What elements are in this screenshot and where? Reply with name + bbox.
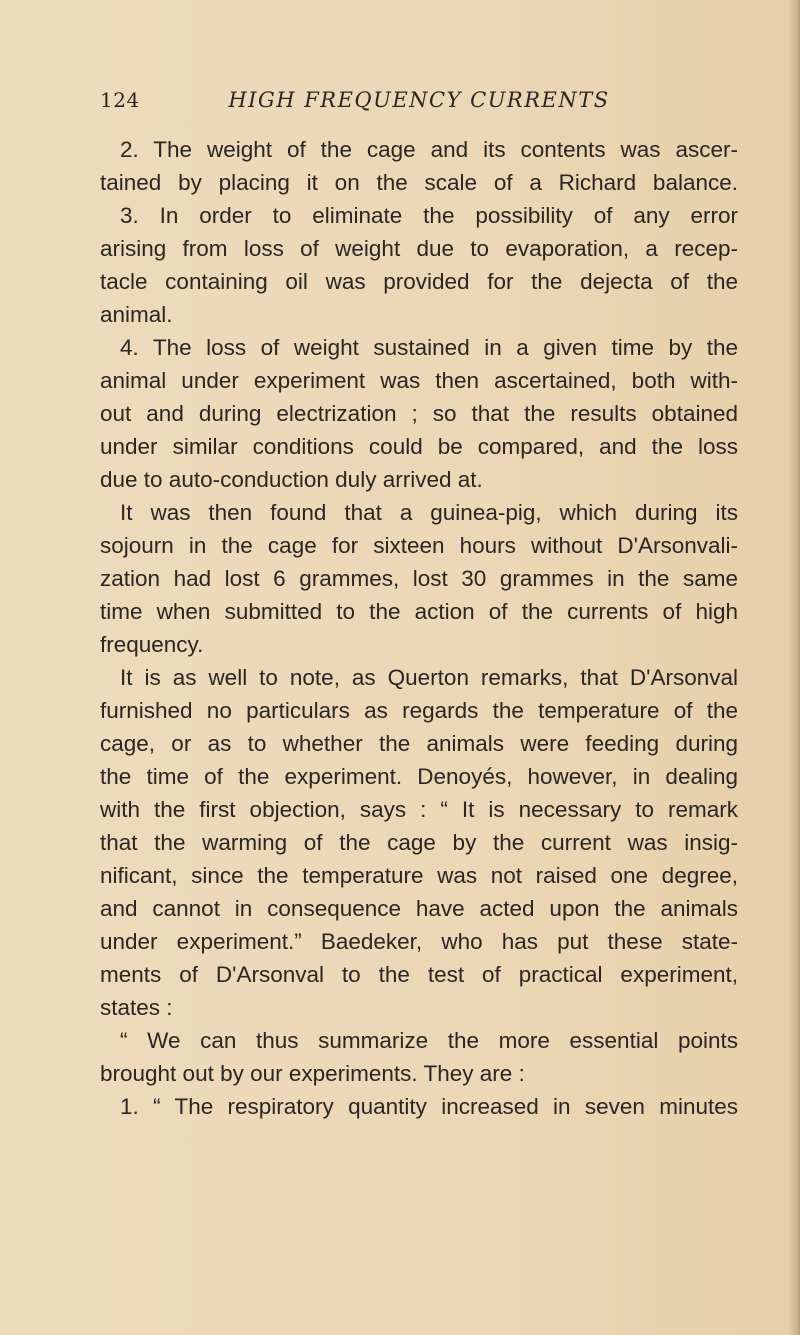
text-line: tained by placing it on the scale of a Richard balance. [100,170,738,195]
page-header [100,88,738,122]
text-line: states : [100,995,173,1020]
text-line: animal under experiment was then ascertained, both with- [100,368,738,393]
text-line: animal. [100,302,173,327]
text-line: that the warming of the cage by the current was insig- [100,830,738,855]
text-line: “ We can thus summarize the more essential points [120,1028,738,1053]
text-line: It is as well to note, as Querton remarks, that D'Arsonval [120,665,738,690]
text-line: frequency. [100,632,204,657]
text-line: tacle containing oil was provided for the dejecta of the [100,269,738,294]
text-line: with the first objection, says : “ It is necessary to remark [100,797,738,822]
text-line: arising from loss of weight due to evaporation, a recep- [100,236,738,261]
text-line: 1. “ The respiratory quantity increased in seven minutes [120,1094,738,1119]
text-line: out and during electrization ; so that the results obtained [100,401,738,426]
text-line: and cannot in consequence have acted upon the animals [100,896,738,921]
page-number: 124 [100,88,140,112]
page-edge [788,0,800,1335]
text-line: under similar conditions could be compared, and the loss [100,434,738,459]
text-line: due to auto-conduction duly arrived at. [100,467,483,492]
text-line: 4. The loss of weight sustained in a given time by the [120,335,738,360]
text-line: 2. The weight of the cage and its contents was ascer- [120,137,738,162]
body-text [100,133,738,1123]
text-line: under experiment.” Baedeker, who has put these state- [100,929,738,954]
text-line: the time of the experiment. Denoyés, however, in dealing [100,764,738,789]
text-line: cage, or as to whether the animals were feeding during [100,731,738,756]
text-line: 3. In order to eliminate the possibility of any error [120,203,738,228]
text-line: time when submitted to the action of the currents of high [100,599,738,624]
running-title: HIGH FREQUENCY CURRENTS [228,88,610,112]
text-line: ments of D'Arsonval to the test of practical experiment, [100,962,738,987]
text-line: brought out by our experiments. They are : [100,1061,525,1086]
text-line: It was then found that a guinea-pig, which during its [120,500,738,525]
text-line: zation had lost 6 grammes, lost 30 grammes in the same [100,566,738,591]
text-line: furnished no particulars as regards the temperature of the [100,698,738,723]
text-line: sojourn in the cage for sixteen hours without D'Arsonvali- [100,533,738,558]
text-line: nificant, since the temperature was not raised one degree, [100,863,738,888]
